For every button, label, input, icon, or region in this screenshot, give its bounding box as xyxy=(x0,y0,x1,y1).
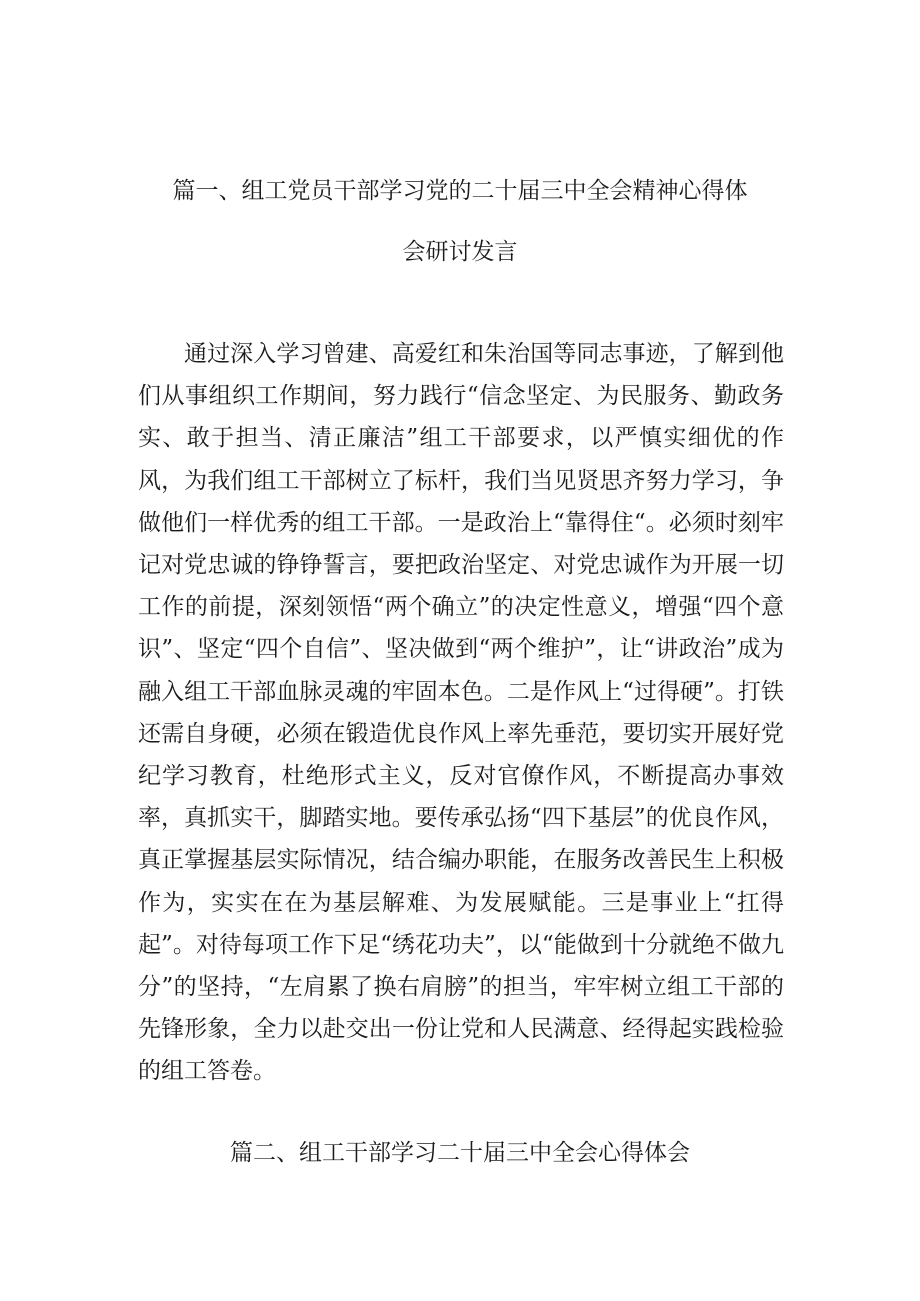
section1-paragraph: 通过深入学习曾建、高爱红和朱治国等同志事迹，了解到他们从事组织工作期间，努力践行“信念坚定、为民服务、勤政务实、敢于担当、清正廉洁”组工干部要求，以严慎实细优的作风，为我们组工干部树立了标杆，我们当见贤思齐努力学习，争做他们一样优秀的组工干部。一是政治上“靠得住“。必须时刻牢记对党忠诚的铮铮誓言，要把政治坚定、对党忠诚作为开展一切工作的前提，深刻领悟“两个确立”的决定性意义，增强“四个意识”、坚定“四个自信”、坚决做到“两个维护”，让“讲政治”成为融入组工干部血脉灵魂的牢固本色。二是作风上“过得硬”。打铁还需自身硬，必须在锻造优良作风上率先垂范，要切实开展好党纪学习教育，杜绝形式主义，反对官僚作风，不断提高办事效率，真抓实干，脚踏实地。要传承弘扬“四下基层”的优良作风，真正掌握基层实际情况，结合编办职能，在服务改善民生上积极作为，实实在在为基层解难、为发展赋能。三是事业上“扛得起”。对待每项工作下足“绣花功夫”，以“能做到十分就绝不做九分”的坚持，“左肩累了换右肩膀”的担当，牢牢树立组工干部的先锋形象，全力以赴交出一份让党和人民满意、经得起实践检验的组工答卷。 xyxy=(138,341,784,1085)
section2-title: 篇二、组工干部学习二十届三中全会心得体会 xyxy=(230,1140,690,1166)
section1-title-line2: 会研讨发言 xyxy=(402,239,518,265)
section1-title-line1: 篇一、组工党员干部学习党的二十届三中全会精神心得体 xyxy=(172,178,748,204)
